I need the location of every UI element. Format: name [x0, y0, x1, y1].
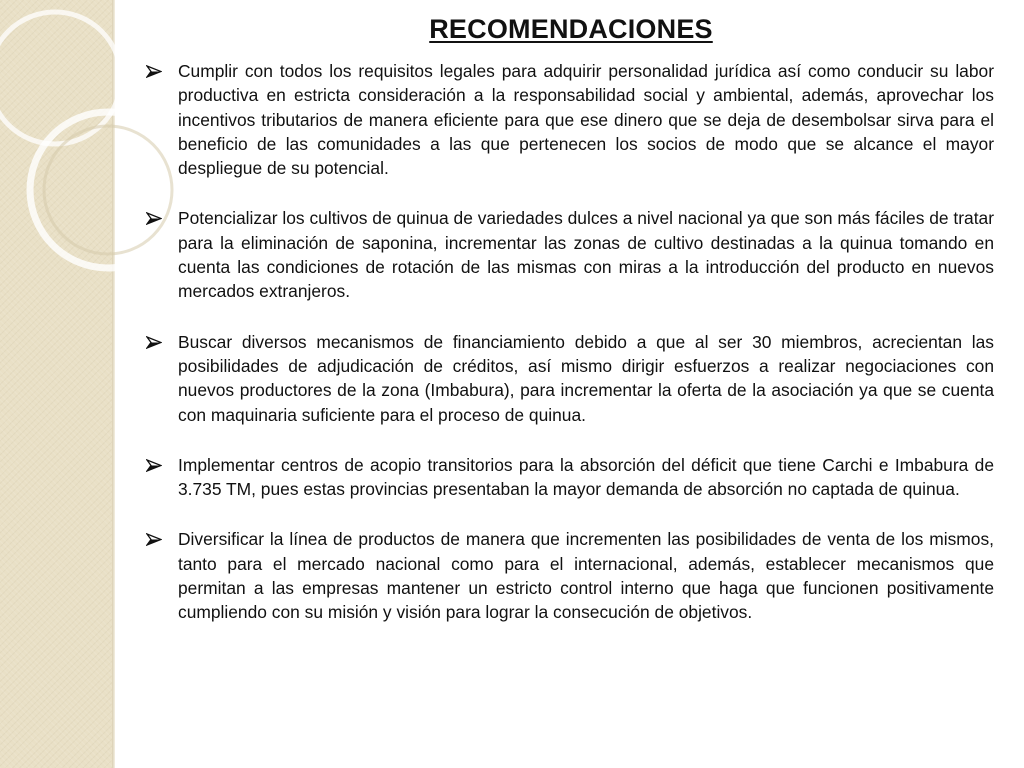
arrowhead-bullet-icon: [146, 459, 162, 472]
list-item: [146, 206, 994, 303]
list-item: [146, 59, 994, 180]
list-item: [146, 527, 994, 624]
decorative-rings-icon: [0, 0, 160, 320]
list-item-text: Diversificar la línea de productos de manera que incrementen las posibilidades de venta de los mismos, tanto para el mercado nacional como para el internacional, además, establecer mecanismos que permitan a las empresas mantener un estricto control interno que haga que funcionen positivamente cumpliendo con su misión y visión para lograr la consecución de objetivos.: [178, 529, 994, 623]
arrowhead-bullet-icon: [146, 336, 162, 349]
list-item: [146, 330, 994, 427]
list-item: [146, 453, 994, 502]
list-item-text: Cumplir con todos los requisitos legales para adquirir personalidad jurídica así como conducir su labor productiva en estricta consideración a la responsabilidad social y ambiental, además, aprovechar los incentivos tributarios de manera eficiente para que ese dinero que se deja de desembolsar sirva para el beneficio de las comunidades a las que pertenecen los socios de modo que se alcance el mayor despliegue de su potencial.: [178, 61, 994, 179]
recommendations-list: [146, 59, 994, 625]
list-item-text: Potencializar los cultivos de quinua de variedades dulces a nivel nacional ya que son más fáciles de tratar para la eliminación de saponina, incrementar las zonas de cultivo destinadas a la quinua tomando en cuenta las condiciones de rotación de las mismas con miras a la introducción del producto en nuevos mercados extranjeros.: [178, 208, 994, 302]
arrowhead-bullet-icon: [146, 212, 162, 225]
arrowhead-bullet-icon: [146, 65, 162, 78]
slide-content: [146, 14, 994, 651]
list-item-text: Buscar diversos mecanismos de financiamiento debido a que al ser 30 miembros, acrecientan las posibilidades de adjudicación de créditos, así mismo dirigir esfuerzos a realizar negociaciones con nuevos productores de la zona (Imbabura), para incrementar la oferta de la asociación ya que se cuenta con maquinaria suficiente para el proceso de quinua.: [178, 331, 994, 425]
slide-title: RECOMENDACIONES: [429, 14, 713, 44]
arrowhead-bullet-icon: [146, 533, 162, 546]
list-item-text: Implementar centros de acopio transitorios para la absorción del déficit que tiene Carchi e Imbabura de 3.735 TM, pues estas provincias presentaban la mayor demanda de absorción no captada de quinua.: [178, 454, 994, 500]
